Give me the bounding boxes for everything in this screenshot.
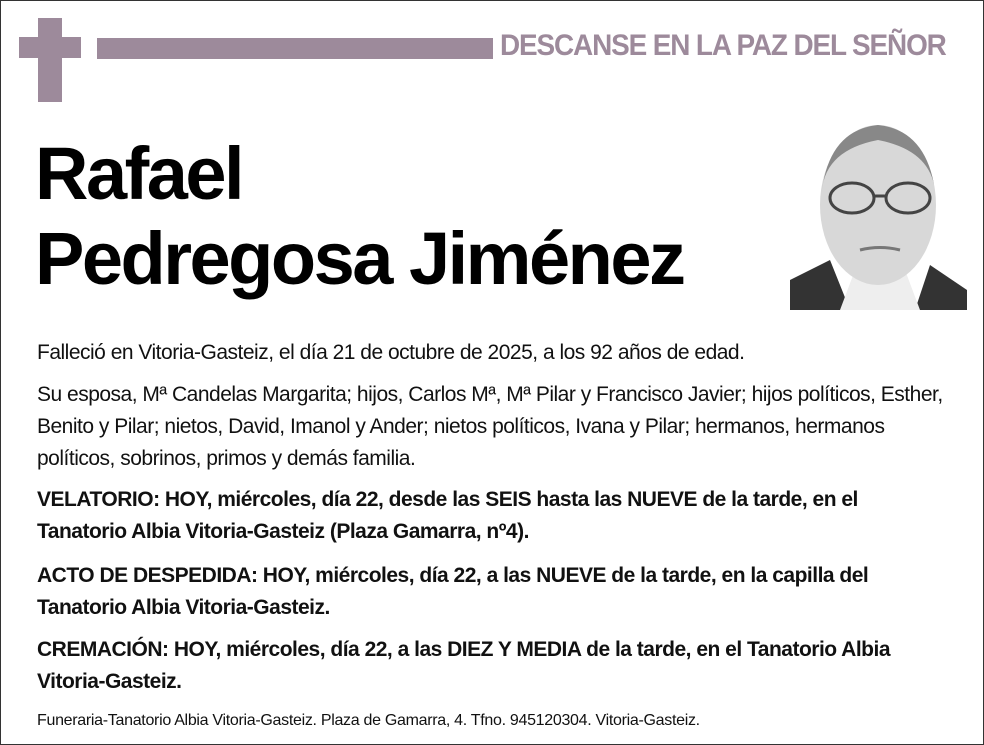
deceased-photo	[790, 110, 967, 310]
deceased-first-name: Rafael	[35, 132, 243, 215]
farewell-info: ACTO DE DESPEDIDA: HOY, miércoles, día 22, a las NUEVE de la tarde, en la capilla del Tanatorio Albia Vitoria-Gasteiz.	[37, 564, 869, 619]
velatorio-info: VELATORIO: HOY, miércoles, día 22, desde las SEIS hasta las NUEVE de la tarde, en el Tanatorio Albia Vitoria-Gasteiz (Plaza Gamarra, nº4).	[37, 488, 858, 543]
header-bar	[97, 38, 493, 59]
family-list: Su esposa, Mª Candelas Margarita; hijos, Carlos Mª, Mª Pilar y Francisco Javier; hijos políticos, Esther, Benito y Pilar; nietos, David, Imanol y Ander; nietos políticos, Ivana y Pilar; hermanos, hermanos políticos, sobrinos, primos y demás familia.	[37, 383, 943, 470]
funeral-home-footer: Funeraria-Tanatorio Albia Vitoria-Gasteiz. Plaza de Gamarra, 4. Tfno. 945120304. Vitoria-Gasteiz.	[37, 712, 700, 729]
cremation-info: CREMACIÓN: HOY, miércoles, día 22, a las DIEZ Y MEDIA de la tarde, en el Tanatorio Albia Vitoria-Gasteiz.	[37, 638, 891, 693]
header-motto: DESCANSE EN LA PAZ DEL SEÑOR	[500, 29, 946, 62]
deceased-surnames: Pedregosa Jiménez	[35, 217, 684, 300]
death-notice: Falleció en Vitoria-Gasteiz, el día 21 de octubre de 2025, a los 92 años de edad.	[37, 341, 745, 364]
